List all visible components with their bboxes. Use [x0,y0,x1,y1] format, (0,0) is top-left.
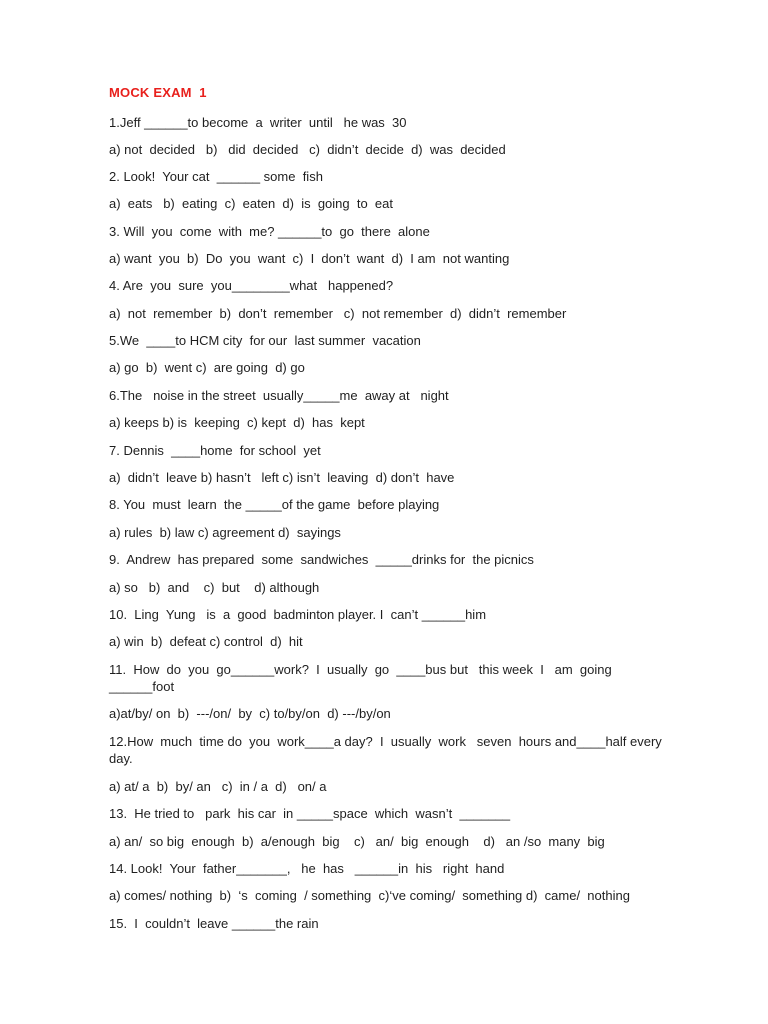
exam-title: MOCK EXAM 1 [109,85,207,100]
question-11: 11. How do you go______work? I usually go ____bus but this week I am going ______foot [109,662,616,694]
question-6: 6.The noise in the street usually_____me away at night [109,388,449,403]
question-3: 3. Will you come with me? ______to go there alone [109,224,430,239]
question-5: 5.We ____to HCM city for our last summer vacation [109,333,421,348]
options-7: a) didn’t leave b) hasn’t left c) isn’t leaving d) don’t have [109,470,455,485]
options-6: a) keeps b) is keeping c) kept d) has kept [109,415,365,430]
options-1: a) not decided b) did decided c) didn’t decide d) was decided [109,142,506,157]
question-10: 10. Ling Yung is a good badminton player. I can’t ______him [109,607,487,622]
options-11: a)at/by/ on b) ---/on/ by c) to/by/on d) ---/by/on [109,706,391,721]
question-15: 15. I couldn’t leave ______the rain [109,916,319,931]
question-8: 8. You must learn the _____of the game before playing [109,497,440,512]
options-12: a) at/ a b) by/ an c) in / a d) on/ a [109,779,327,794]
question-9: 9. Andrew has prepared some sandwiches _____drinks for the picnics [109,552,534,567]
options-10: a) win b) defeat c) control d) hit [109,634,303,649]
options-9: a) so b) and c) but d) although [109,580,320,595]
options-2: a) eats b) eating c) eaten d) is going to eat [109,196,393,211]
question-1: 1.Jeff ______to become a writer until he was 30 [109,115,407,130]
options-14: a) comes/ nothing b) ‘s coming / something c)‘ve coming/ something d) came/ nothing [109,888,630,903]
options-8: a) rules b) law c) agreement d) sayings [109,525,341,540]
options-13: a) an/ so big enough b) a/enough big c) an/ big enough d) an /so many big [109,834,605,849]
question-12: 12.How much time do you work____a day? I usually work seven hours and____half every day. [109,734,666,766]
question-7: 7. Dennis ____home for school yet [109,443,321,458]
options-4: a) not remember b) don’t remember c) not remember d) didn’t remember [109,306,567,321]
question-2: 2. Look! Your cat ______ some fish [109,169,323,184]
question-4: 4. Are you sure you________what happened? [109,278,394,293]
question-13: 13. He tried to park his car in _____space which wasn’t _______ [109,806,511,821]
options-5: a) go b) went c) are going d) go [109,360,305,375]
options-3: a) want you b) Do you want c) I don’t want d) I am not wanting [109,251,510,266]
question-14: 14. Look! Your father_______, he has ______in his right hand [109,861,505,876]
